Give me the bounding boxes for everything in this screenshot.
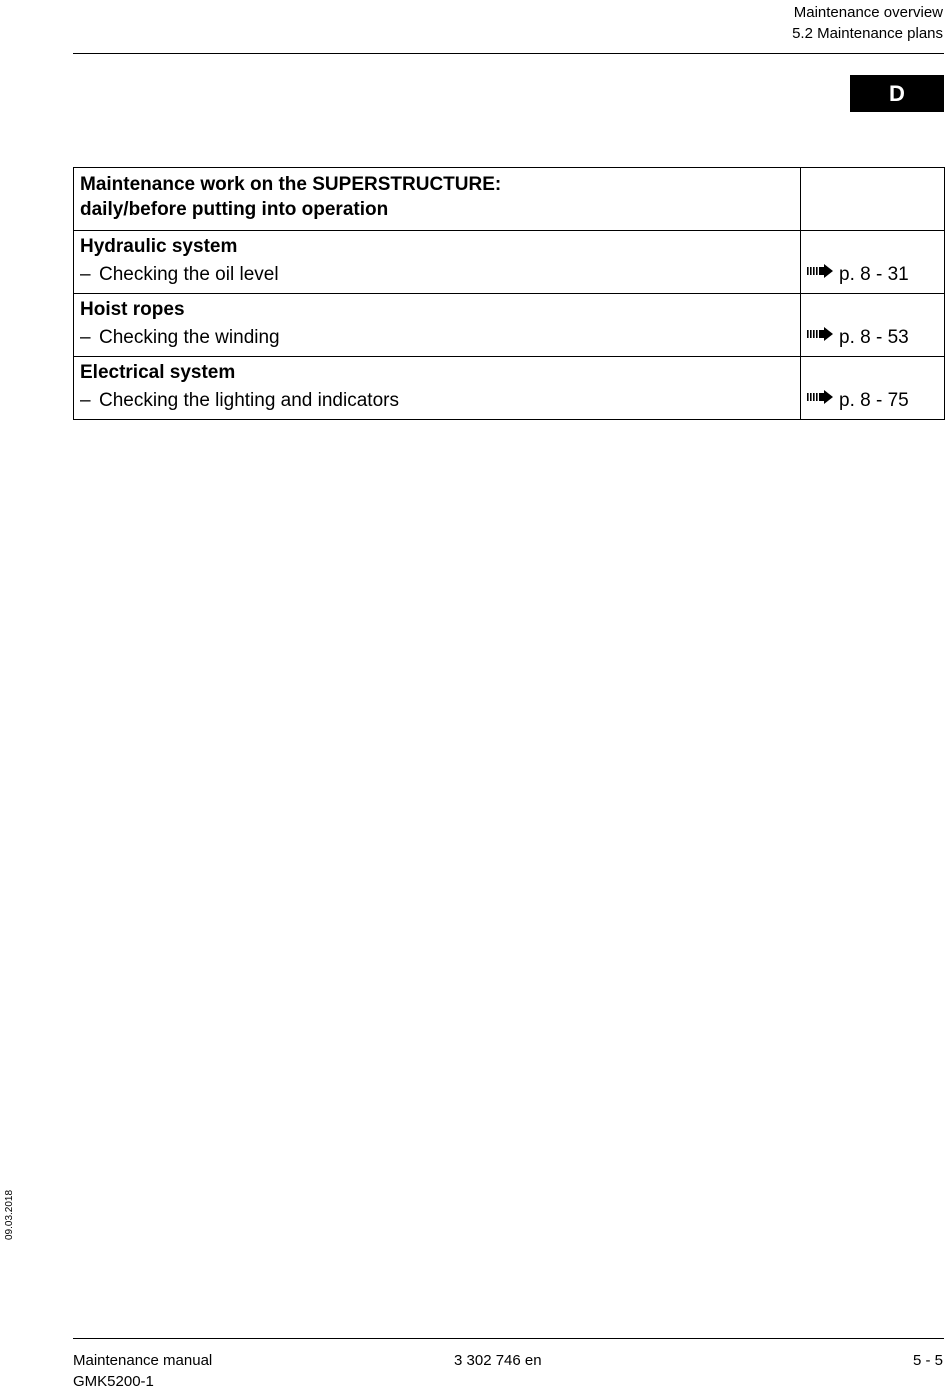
page-reference-text: p. 8 - 53 <box>839 327 909 348</box>
footer-doc-number: 3 302 746 en <box>454 1352 542 1369</box>
page-reference-arrow-icon <box>807 386 833 411</box>
section-cell <box>74 357 800 419</box>
footer-model: GMK5200-1 <box>73 1373 154 1390</box>
header-section: 5.2 Maintenance plans <box>792 25 943 42</box>
page-reference-arrow-icon <box>807 260 833 285</box>
footer-page-number: 5 - 5 <box>912 1352 943 1369</box>
task-label: Checking the lighting and indicators <box>99 390 399 411</box>
table-row <box>74 357 945 420</box>
dash-bullet: – <box>80 390 91 411</box>
page-reference-link[interactable] <box>801 294 944 356</box>
section-title: Hoist ropes <box>80 299 185 320</box>
header-chapter: Maintenance overview <box>793 4 943 21</box>
running-header <box>792 2 943 44</box>
task-item <box>80 388 794 413</box>
table-header-row <box>74 168 945 231</box>
task-item <box>80 262 794 287</box>
task-item <box>80 325 794 350</box>
chapter-tab-marker: D <box>850 75 944 112</box>
section-cell <box>74 231 800 293</box>
table-row <box>74 294 945 357</box>
page-reference-text: p. 8 - 31 <box>839 264 909 285</box>
section-title: Electrical system <box>80 362 236 383</box>
side-date-stamp: 09.03.2018 <box>4 1189 15 1240</box>
table-heading-line1: Maintenance work on the SUPERSTRUCTURE: <box>80 174 502 195</box>
table-heading <box>74 168 800 230</box>
footer-manual-title: Maintenance manual <box>73 1352 213 1369</box>
task-label: Checking the oil level <box>99 264 279 285</box>
maintenance-plan-table <box>73 167 945 420</box>
page-reference-link[interactable] <box>801 357 944 419</box>
table-heading-ref-cell <box>801 168 945 231</box>
table-row <box>74 231 945 294</box>
header-rule <box>73 53 944 54</box>
task-label: Checking the winding <box>99 327 280 348</box>
section-title: Hydraulic system <box>80 236 238 257</box>
dash-bullet: – <box>80 264 91 285</box>
page-reference-arrow-icon <box>807 323 833 348</box>
page-reference-link[interactable] <box>801 231 944 293</box>
section-cell <box>74 294 800 356</box>
footer-rule <box>73 1338 944 1339</box>
table-heading-line2: daily/before putting into operation <box>80 199 389 220</box>
dash-bullet: – <box>80 327 91 348</box>
page-reference-text: p. 8 - 75 <box>839 390 909 411</box>
